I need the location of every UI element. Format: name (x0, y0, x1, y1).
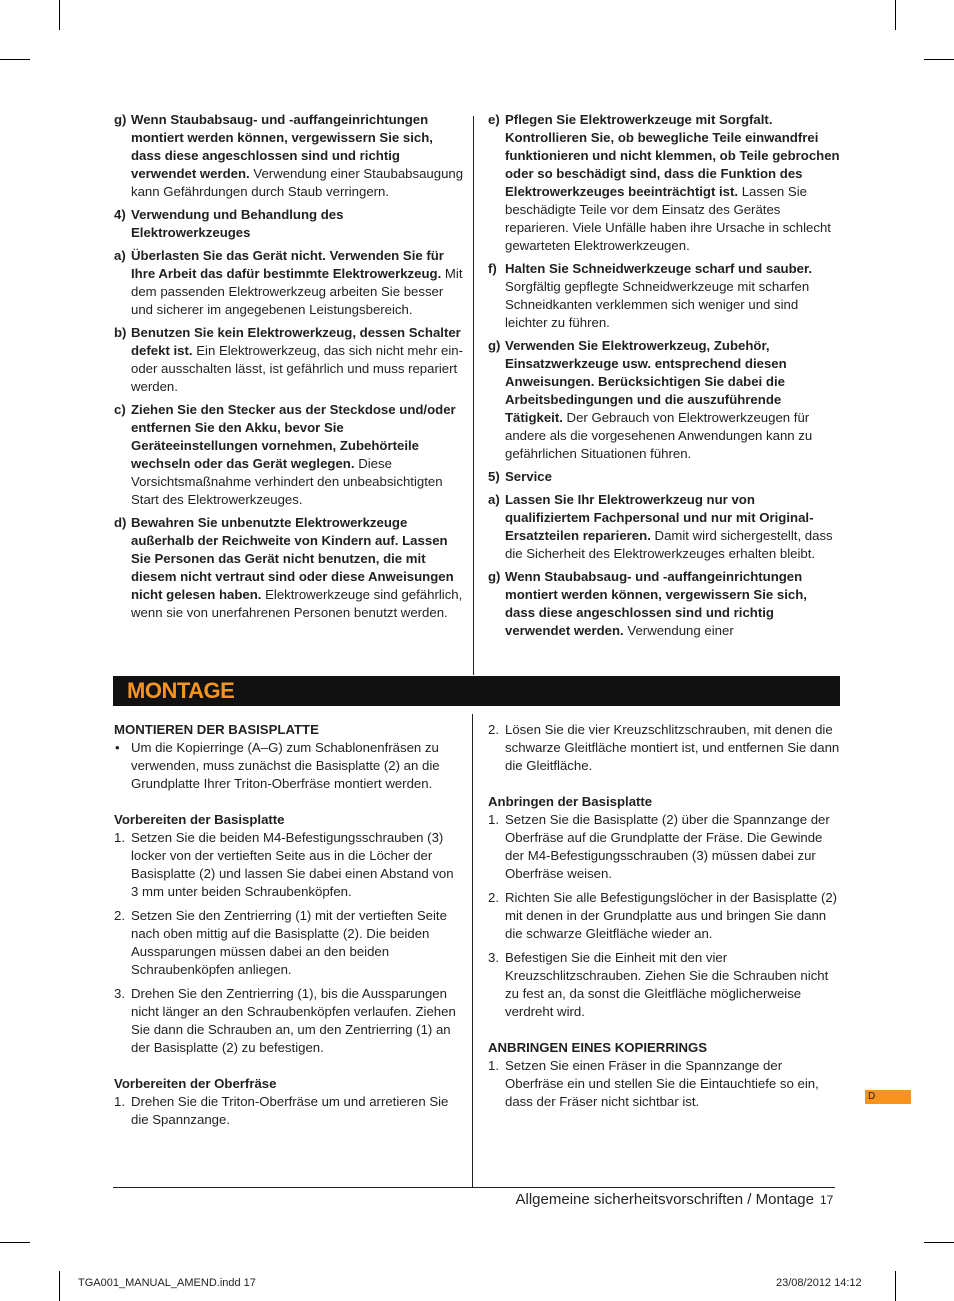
step-text: Richten Sie alle Befestigungslöcher in der Basisplatte (2) mit denen in der Grundplatte aus und bringen Sie dann die schwarze Gleitfläche wieder an. (505, 890, 838, 941)
step-list (488, 1057, 840, 1111)
section-heading: MONTIEREN DER BASISPLATTE (114, 722, 319, 737)
step-item (114, 1093, 464, 1129)
item-text: Der Gebrauch von Elektrowerkzeugen für andere als die vorgesehenen Anwendungen kann zu gefährlichen Situationen führen. (505, 410, 813, 461)
step-number: 1. (488, 812, 499, 827)
column-divider (472, 714, 473, 1187)
item-text: Sorgfältig gepflegte Schneidwerkzeuge mit scharfen Schneidkanten verklemmen sich weniger und sind leichter zu führen. (505, 279, 810, 330)
step-number: 2. (488, 890, 499, 905)
item-text: Damit wird sichergestellt, dass die Sicherheit des Elektrowerkzeuges erhalten bleibt. (505, 528, 833, 561)
item-marker: b) (114, 325, 127, 340)
step-item (488, 721, 840, 775)
item-marker: a) (488, 492, 500, 507)
crop-mark (0, 1242, 30, 1243)
crop-mark (895, 1271, 896, 1301)
step-text: Lösen Sie die vier Kreuzschlitzschrauben, mit denen die schwarze Gleitfläche montiert ist, und entfernen Sie dann die Gleitfläche. (505, 722, 840, 773)
step-list (114, 1093, 464, 1129)
safety-item (114, 514, 466, 622)
safety-column-left (114, 111, 466, 627)
item-text: Lassen Sie beschädigte Teile vor dem Einsatz des Gerätes reparieren. Viele Unfälle haben ihre Ursache in schlecht gewarteten Elektrowerkzeugen. (505, 184, 831, 253)
item-bold-text: Überlasten Sie das Gerät nicht. Verwenden Sie für Ihre Arbeit das dafür bestimmte Elektrowerkzeug. (131, 248, 444, 281)
section-title: MONTAGE (127, 678, 235, 703)
item-marker: g) (488, 338, 501, 353)
item-bold-text: Wenn Staubabsaug- und -auffangeinrichtungen montiert werden können, vergewissern Sie sich, dass diese angeschlossen sind und richtig verwendet werden. (505, 569, 807, 638)
step-item (488, 949, 840, 1021)
step-number: 3. (114, 986, 125, 1001)
step-number: 2. (114, 908, 125, 923)
safety-item (114, 206, 466, 242)
item-marker: c) (114, 402, 126, 417)
item-text: Verwendung einer Staubabsaugung kann Gefährdungen durch Staub verringern. (131, 166, 464, 199)
step-text: Setzen Sie einen Fräser in die Spannzange der Oberfräse ein und stellen Sie die Eintauchtiefe so ein, dass der Fräser nicht sichtbar ist. (505, 1058, 819, 1109)
step-item (114, 907, 464, 979)
item-text: Mit dem passenden Elektrowerkzeug arbeiten Sie besser und sicherer im angegebenen Leistungsbereich. (131, 266, 463, 317)
step-list (114, 829, 464, 1057)
slug-date: 23/08/2012 14:12 (776, 1277, 862, 1289)
section-banner (113, 676, 840, 706)
safety-item (488, 111, 840, 255)
item-bold-text: Lassen Sie Ihr Elektrowerkzeug nur von qualifiziertem Fachpersonal und nur mit Original-Ersatzteilen reparieren. (505, 492, 814, 543)
language-tab: D (865, 1090, 911, 1104)
bullet-icon: • (115, 740, 120, 755)
bullet-item (114, 739, 464, 793)
safety-item (488, 491, 840, 563)
step-text: Setzen Sie die Basisplatte (2) über die Spannzange der Oberfräse auf die Grundplatte der Fräse. Die Gewinde der M4-Befestigungsschrauben (3) müssen dabei zur Oberfräse weisen. (505, 812, 830, 881)
safety-item (114, 324, 466, 396)
crop-mark (895, 0, 896, 30)
slug-filename: TGA001_MANUAL_AMEND.indd 17 (78, 1277, 256, 1289)
item-bold-text: Verwenden Sie Elektrowerkzeug, Zubehör, Einsatzwerkzeuge usw. entsprechend diesen Anweisungen. Berücksichtigen Sie dabei die Arbeitsbedingungen und die auszuführende Tätigkeit. (505, 338, 787, 425)
step-item (114, 829, 464, 901)
section-heading: ANBRINGEN EINES KOPIERRINGS (488, 1040, 708, 1055)
montage-column-right (488, 721, 840, 1117)
item-marker: g) (488, 569, 501, 584)
step-text: Drehen Sie die Triton-Oberfräse um und arretieren Sie die Spannzange. (131, 1094, 449, 1127)
step-item (488, 1057, 840, 1111)
step-number: 1. (488, 1058, 499, 1073)
step-text: Setzen Sie die beiden M4-Befestigungsschrauben (3) locker von der vertieften Seite aus in die Löcher der Basisplatte (2) und lassen Sie dabei einen Abstand von 3 mm unter beiden Schraubenköpfen. (131, 830, 454, 899)
montage-column-left (114, 721, 464, 1135)
subheading: Anbringen der Basisplatte (488, 794, 653, 809)
safety-item (488, 337, 840, 463)
step-number: 3. (488, 950, 499, 965)
safety-item (488, 260, 840, 332)
item-bold-text: Ziehen Sie den Stecker aus der Steckdose und/oder entfernen Sie den Akku, bevor Sie Geräteeinstellungen vornehmen, Zubehörteile wechseln oder das Gerät weglegen. (131, 402, 456, 471)
subheading: Vorbereiten der Basisplatte (114, 812, 285, 827)
step-text: Befestigen Sie die Einheit mit den vier Kreuzschlitzschrauben. Ziehen Sie die Schrauben nicht zu fest an, da sonst die Gleitfläche möglicherweise verdreht wird. (505, 950, 829, 1019)
item-text: Diese Vorsichtsmaßnahme verhindert den unbeabsichtigten Start des Elektrowerkzeuges. (131, 456, 443, 507)
step-number: 1. (114, 1094, 125, 1109)
step-number: 2. (488, 722, 499, 737)
step-list (488, 721, 840, 775)
item-marker: 4) (114, 207, 126, 222)
item-bold-text: Service (505, 469, 552, 484)
safety-item (114, 111, 466, 201)
item-text: Elektrowerkzeuge sind gefährlich, wenn sie von unerfahrenen Personen benutzt werden. (131, 587, 463, 620)
safety-column-right (488, 111, 840, 645)
page-number: 17 (820, 1193, 834, 1207)
item-marker: f) (488, 261, 497, 276)
item-marker: e) (488, 112, 500, 127)
item-marker: a) (114, 248, 126, 263)
step-number: 1. (114, 830, 125, 845)
item-marker: d) (114, 515, 127, 530)
step-item (488, 889, 840, 943)
step-text: Setzen Sie den Zentrierring (1) mit der vertieften Seite nach oben mittig auf die Basisplatte (2). Die beiden Aussparungen müssen dabei an den beiden Schraubenköpfen anliegen. (131, 908, 447, 977)
step-item (114, 985, 464, 1057)
crop-mark (0, 59, 30, 60)
item-bold-text: Pflegen Sie Elektrowerkzeuge mit Sorgfalt. Kontrollieren Sie, ob bewegliche Teile einwandfrei funktionieren und nicht klemmen, ob Teile gebrochen oder so beschädigt sind, dass die Funktion des Elektrowerkzeuges beeinträchtigt ist. (505, 112, 840, 199)
item-marker: 5) (488, 469, 500, 484)
item-bold-text: Verwendung und Behandlung des Elektrowerkzeuges (131, 207, 344, 240)
subheading: Vorbereiten der Oberfräse (114, 1076, 277, 1091)
footer-rule (113, 1187, 835, 1188)
item-text: Ein Elektrowerkzeug, das sich nicht mehr ein- oder ausschalten lässt, ist gefährlich und muss repariert werden. (131, 343, 464, 394)
safety-item (488, 468, 840, 486)
item-marker: g) (114, 112, 127, 127)
crop-mark (59, 0, 60, 30)
safety-item (488, 568, 840, 640)
safety-item (114, 401, 466, 509)
item-text: Verwendung einer (623, 623, 734, 638)
step-list (488, 811, 840, 1021)
safety-item (114, 247, 466, 319)
crop-mark (59, 1271, 60, 1301)
item-bold-text: Halten Sie Schneidwerkzeuge scharf und sauber. (505, 261, 813, 276)
bullet-text: Um die Kopierringe (A–G) zum Schablonenfräsen zu verwenden, muss zunächst die Basisplatte (2) an die Grundplatte Ihrer Triton-Oberfräse montiert werden. (131, 740, 440, 791)
step-item (488, 811, 840, 883)
step-text: Drehen Sie den Zentrierring (1), bis die Aussparungen nicht länger an den Schraubenköpfen verlaufen. Ziehen Sie dann die Schrauben an, um den Zentrierring (1) an der Basisplatte (2) zu befestigen. (131, 986, 456, 1055)
column-divider (473, 116, 474, 675)
item-bold-text: Wenn Staubabsaug- und -auffangeinrichtungen montiert werden können, vergewissern Sie sich, dass diese angeschlossen sind und richtig verwendet werden. (131, 112, 433, 181)
crop-mark (924, 1242, 954, 1243)
footer-title: Allgemeine sicherheitsvorschriften / Montage (515, 1191, 814, 1208)
crop-mark (924, 59, 954, 60)
item-bold-text: Benutzen Sie kein Elektrowerkzeug, dessen Schalter defekt ist. (131, 325, 461, 358)
item-bold-text: Bewahren Sie unbenutzte Elektrowerkzeuge außerhalb der Reichweite von Kindern auf. Lassen Sie Personen das Gerät nicht benutzen, die mit diesem nicht vertraut sind oder diese Anweisungen nicht gelesen haben. (131, 515, 454, 602)
